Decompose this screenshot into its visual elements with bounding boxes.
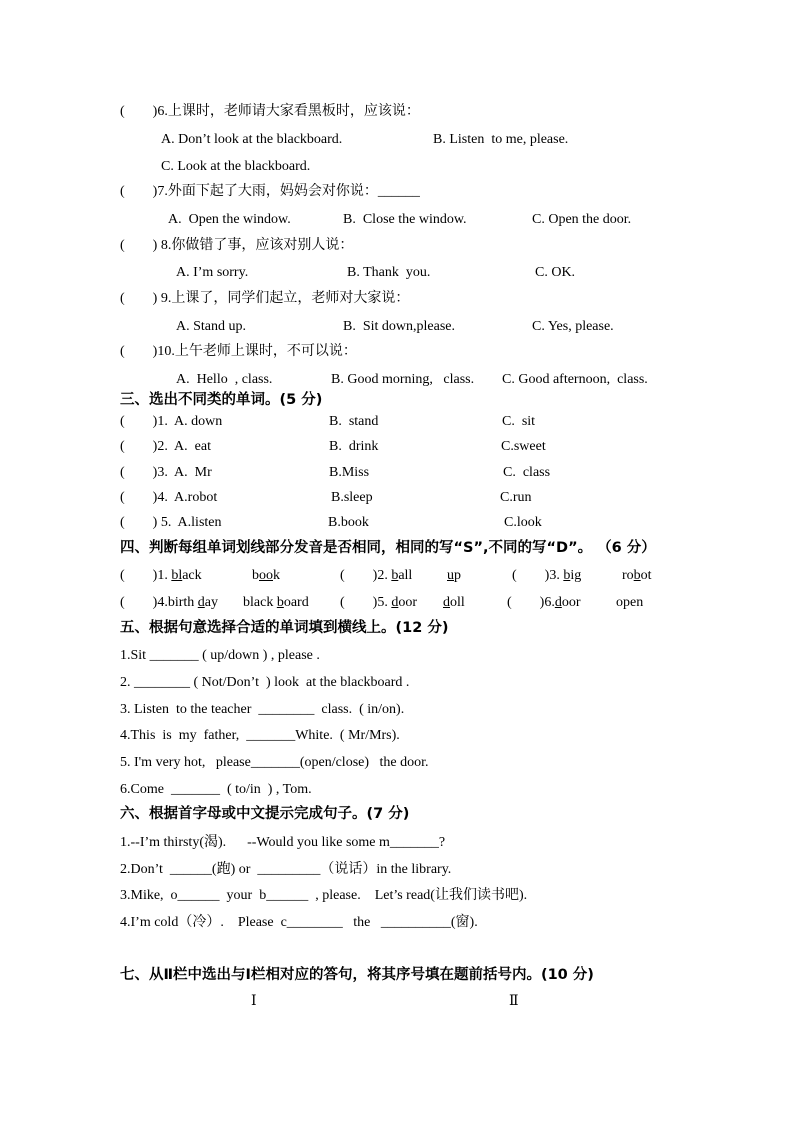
section5-heading: 五、根据句意选择合适的单词填到横线上。(12 分) — [120, 620, 449, 636]
s3-item-4-c: C.run — [500, 490, 532, 505]
s4-item-2: ( )2. ball — [340, 568, 413, 583]
s3-item-5-a: ( ) 5. A.listen — [120, 515, 222, 530]
s3-item-2-b: B. drink — [329, 439, 379, 454]
q7-option-c: C. Open the door. — [532, 212, 632, 227]
s6-line-3: 3.Mike, o______ your b______ , please. Let’s read(让我们读书吧). — [120, 888, 528, 903]
s3-item-5-b: B.book — [328, 515, 369, 530]
q6-option-b: B. Listen to me, please. — [433, 132, 569, 147]
s5-line-4: 4.This is my father, _______White. ( Mr/Mrs). — [120, 728, 400, 743]
s4-item-3-word2: robot — [622, 568, 652, 583]
q8-option-c: C. OK. — [535, 265, 576, 280]
s4-item-1: ( )1. black — [120, 568, 202, 583]
q10-option-a: A. Hello , class. — [176, 372, 273, 387]
s5-line-6: 6.Come _______ ( to/in ) , Tom. — [120, 782, 312, 797]
q10-option-c: C. Good afternoon, class. — [502, 372, 648, 387]
s3-item-4-a: ( )4. A.robot — [120, 490, 218, 505]
s5-line-1: 1.Sit _______ ( up/down ) , please . — [120, 648, 320, 663]
s3-item-2-c: C.sweet — [501, 439, 546, 454]
s4-item-4: ( )4.birth day — [120, 595, 218, 610]
q6-stem: ( )6.上课时，老师请大家看黑板时，应该说： — [120, 104, 420, 119]
q9-stem: ( ) 9.上课了，同学们起立，老师对大家说： — [120, 291, 410, 306]
section6-heading: 六、根据首字母或中文提示完成句子。(7 分) — [120, 806, 410, 822]
s3-item-2-a: ( )2. A. eat — [120, 439, 211, 454]
s4-item-2-word2: up — [447, 568, 461, 583]
q9-option-b: B. Sit down,please. — [343, 319, 455, 334]
q7-option-b: B. Close the window. — [343, 212, 467, 227]
s3-item-1-b: B. stand — [329, 414, 379, 429]
s3-item-1-a: ( )1. A. down — [120, 414, 223, 429]
s3-item-1-c: C. sit — [502, 414, 536, 429]
section3-heading: 三、选出不同类的单词。(5 分) — [120, 392, 323, 408]
s4-item-3: ( )3. big — [512, 568, 582, 583]
q8-option-b: B. Thank you. — [347, 265, 431, 280]
section4-heading: 四、判断每组单词划线部分发音是否相同，相同的写“S”,不同的写“D”。 （6 分） — [120, 540, 656, 556]
q10-option-b: B. Good morning, class. — [331, 372, 475, 387]
q6-option-a: A. Don’t look at the blackboard. — [161, 132, 343, 147]
q9-option-a: A. Stand up. — [176, 319, 246, 334]
s3-item-3-c: C. class — [503, 465, 551, 480]
s4-item-6-word2: open — [616, 595, 644, 610]
s3-item-4-b: B.sleep — [331, 490, 373, 505]
s4-item-5: ( )5. door — [340, 595, 417, 610]
q8-stem: ( ) 8.你做错了事，应该对别人说： — [120, 238, 354, 253]
s4-item-5-word2: doll — [443, 595, 465, 610]
q10-stem: ( )10.上午老师上课时，不可以说： — [120, 344, 357, 359]
q8-option-a: A. I’m sorry. — [176, 265, 249, 280]
s4-item-6: ( )6.door — [507, 595, 581, 610]
s7-column-2-label: Ⅱ — [509, 994, 519, 1009]
s5-line-3: 3. Listen to the teacher ________ class. ( in/on). — [120, 702, 405, 717]
s6-line-4: 4.I’m cold（冷）. Please c________ the __________(窗). — [120, 915, 478, 930]
s6-line-2: 2.Don’t ______(跑) or _________（说话）in the library. — [120, 862, 452, 877]
s3-item-3-a: ( )3. A. Mr — [120, 465, 212, 480]
q7-option-a: A. Open the window. — [168, 212, 291, 227]
section7-heading: 七、从Ⅱ栏中选出与Ⅰ栏相对应的答句，将其序号填在题前括号内。(10 分) — [120, 967, 594, 983]
s3-item-3-b: B.Miss — [329, 465, 370, 480]
s5-line-5: 5. I'm very hot, please_______(open/close) the door. — [120, 755, 429, 770]
s3-item-5-c: C.look — [504, 515, 542, 530]
q6-option-c: C. Look at the blackboard. — [161, 159, 311, 174]
s4-item-1-word2: book — [252, 568, 280, 583]
q7-stem: ( )7.外面下起了大雨，妈妈会对你说：______ — [120, 184, 420, 199]
q9-option-c: C. Yes, please. — [532, 319, 614, 334]
s6-line-1: 1.--I’m thirsty(渴). --Would you like some m_______? — [120, 835, 446, 850]
s4-item-4-word2: black board — [243, 595, 309, 610]
s5-line-2: 2. ________ ( Not/Don’t ) look at the blackboard . — [120, 675, 410, 690]
s7-column-1-label: Ⅰ — [251, 994, 257, 1009]
